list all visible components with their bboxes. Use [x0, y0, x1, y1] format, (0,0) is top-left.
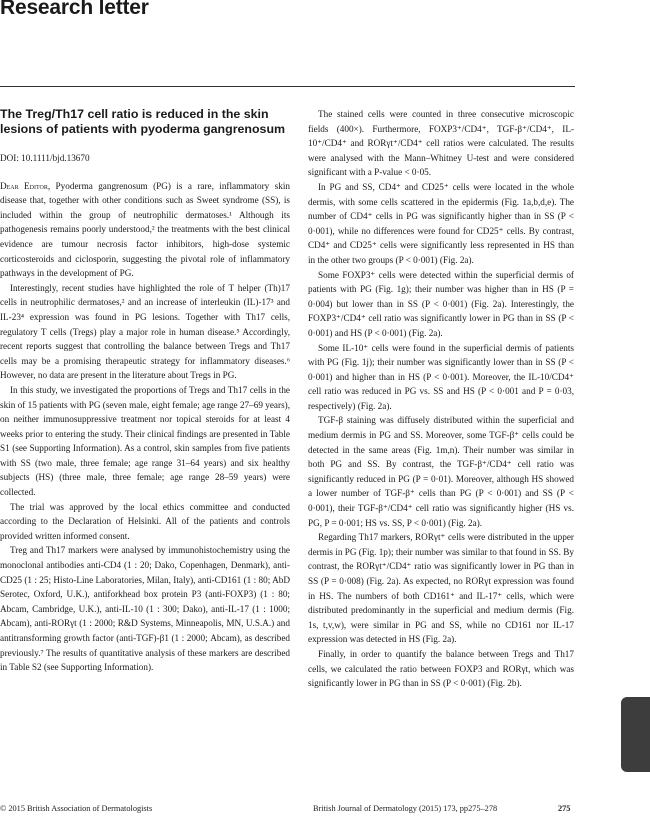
section-header: Research letter [0, 0, 149, 19]
footer-journal: British Journal of Dermatology (2015) 173, pp275–278 [313, 804, 498, 813]
article-doi: DOI: 10.1111/bjd.13670 [0, 153, 90, 163]
paragraph-right-4: Some IL-10⁺ cells were found in the superficial dermis of patients with PG (Fig. 1j); their number was significantly lower than in SS (P < 0·001) and higher than in HS (P < 0·001). Moreover, the IL-10/CD4⁺ cell ratio was reduced in PG vs. SS and HS (P < 0·001 and P = 0·03, respectively) (Fig. 2a). [308, 342, 574, 411]
footer-copyright: © 2015 British Association of Dermatologists [0, 804, 153, 813]
paragraph-left-2: Interestingly, recent studies have highlighted the role of T helper (Th)17 cells in neutrophilic dermatoses,² and an increase of interleukin (IL)-17³ and IL-23⁴ expression was found in PG lesions. Together with Th17 cells, regulatory T cells (Tregs) play a major role in human disease.⁵ Accordingly, recent reports suggest that controlling the balance between Tregs and Th17 cells may be a promising therapeutic strategy for inflammatory diseases.⁶ However, no data are present in the literature about Tregs in PG. [0, 282, 290, 381]
paragraph-intro-text: Pyoderma gangrenosum (PG) is a rare, inflammatory skin disease that, together with other conditions such as Sweet syndrome (SS), is included within the group of neutrophilic dermatoses.¹ Although its pathogenesis remains poorly understood,² the treatments with the best clinical evidence are tumour necrosis factor inhibitors, high-dose systemic corticosteroids and ciclosporin, suggesting the pivotal role of inflammatory pathways in the development of PG. [0, 180, 290, 279]
paragraph-right-3: Some FOXP3⁺ cells were detected within the superficial dermis of patients with PG (Fig. 1g); their number was higher than in HS (P = 0·004) but lower than in SS (P < 0·001) (Fig. 2a). Interestingly, the FOXP3⁺/CD4⁺ cell ratio was significantly lower in PG than in SS (P < 0·001) and HS (P < 0·001) (Fig. 2a). [308, 269, 574, 338]
salutation: Dear Editor, [0, 180, 51, 191]
footer-page-number: 275 [558, 804, 571, 813]
left-column [0, 107, 290, 675]
paragraph-left-5: Treg and Th17 markers were analysed by immunohistochemistry using the monoclonal antibodies anti-CD4 (1 : 20; Dako, Copenhagen, Denmark), anti-CD25 (1 : 25; Histo-Line Laboratories, Milan, Italy), anti-CD161 (1 : 80; AbD Serotec, Oxford, U.K.), antiforkhead box protein P3 (anti-FOXP3) (1 : 80; Abcam, Cambridge, U.K.), anti-IL-10 (1 : 300; Dako), anti-IL-17 (1 : 1000; Abcam), anti-RORγt (1 : 2000; R&D Systems, Minneapolis, MN, U.S.A.) and antitransforming growth factor (anti-TGF)-β1 (1 : 2000; Abcam), as described previously.⁷ The results of quantitative analysis of these markers are described in Table S2 (see Supporting Information). [0, 545, 290, 673]
paragraph-left-3: In this study, we investigated the proportions of Tregs and Th17 cells in the skin of 15 patients with PG (seven male, eight female; age range 27–69 years), on neither immunosuppressive treatment nor topical steroids for at least 4 weeks prior to entering the study. Their clinical findings are presented in Table S1 (see Supporting Information). As a control, skin samples from five patients with SS (two male, three female; age range 31–64 years) and six healthy subjects (HS) (three male, three female; age range 28–59 years) were collected. [0, 384, 290, 498]
section-side-tab [621, 697, 650, 772]
paragraph-right-5: TGF-β staining was diffusely distributed within the superficial and medium dermis in PG and SS. Moreover, some TGF-β⁺ cells could be detected in the same areas (Fig. 1m,n). Their number was similar in both PG and SS. By contrast, the TGF-β⁺/CD4⁺ cell ratio was significantly reduced in PG (P = 0·01). Moreover, although HS showed a lower number of TGF-β⁺ cells than PG (P < 0·001) and SS (P < 0·001), their TGF-β⁺/CD4⁺ cell ratio was significantly higher (HS vs. PG, P = 0·001; HS vs. SS, P < 0·001) (Fig. 2a). [308, 415, 574, 528]
paragraph-right-7: Finally, in order to quantify the balance between Tregs and Th17 cells, we calculated the ratio between FOXP3 and RORγt, which was significantly lower in PG than in SS (P < 0·001) (Fig. 2b). [308, 648, 574, 689]
article-title: The Treg/Th17 cell ratio is reduced in the skin lesions of patients with pyoderma gangrenosum [0, 107, 286, 136]
paragraph-right-2: In PG and SS, CD4⁺ and CD25⁺ cells were located in the whole dermis, with some cells scattered in the epidermis (Fig. 1a,b,d,e). The number of CD4⁺ cells in PG was significantly higher than in SS (P < 0·001), while no differences were found for CD25⁺ cells. By contrast, CD4⁺ and CD25⁺ cells were significantly less represented in HS than in the other two groups (P < 0·001) (Fig. 2a). [308, 181, 574, 265]
paragraph-right-6: Regarding Th17 markers, RORγt⁺ cells were distributed in the upper dermis in PG (Fig. 1p); their number was similar to that found in SS. By contrast, the RORγt⁺/CD4⁺ ratio was significantly lower in PG than in SS (P = 0·008) (Fig. 2a). As expected, no RORγt expression was found in HS. The numbers of both CD161⁺ and IL-17⁺ cells, which were distributed predominantly in the superficial and medium dermis (Fig. 1s, t,v,w), were similar in PG and SS, while no CD161 nor IL-17 expression was detected in HS (Fig. 2a). [308, 532, 574, 645]
paragraph-intro [0, 179, 290, 281]
paragraph-right-1: The stained cells were counted in three consecutive microscopic fields (400×). Furthermore, FOXP3⁺/CD4⁺, TGF-β⁺/CD4⁺, IL-10⁺/CD4⁺ and RORγt⁺/CD4⁺ cell ratios were calculated. The results were analysed with the Mann–Whitney U-test and were considered significant with a P-value < 0·05. [308, 109, 574, 178]
right-column [308, 107, 574, 691]
header-rule [0, 86, 575, 87]
paragraph-left-4: The trial was approved by the local ethics committee and conducted according to the Declaration of Helsinki. All of the patients and controls provided written informed consent. [0, 501, 290, 541]
